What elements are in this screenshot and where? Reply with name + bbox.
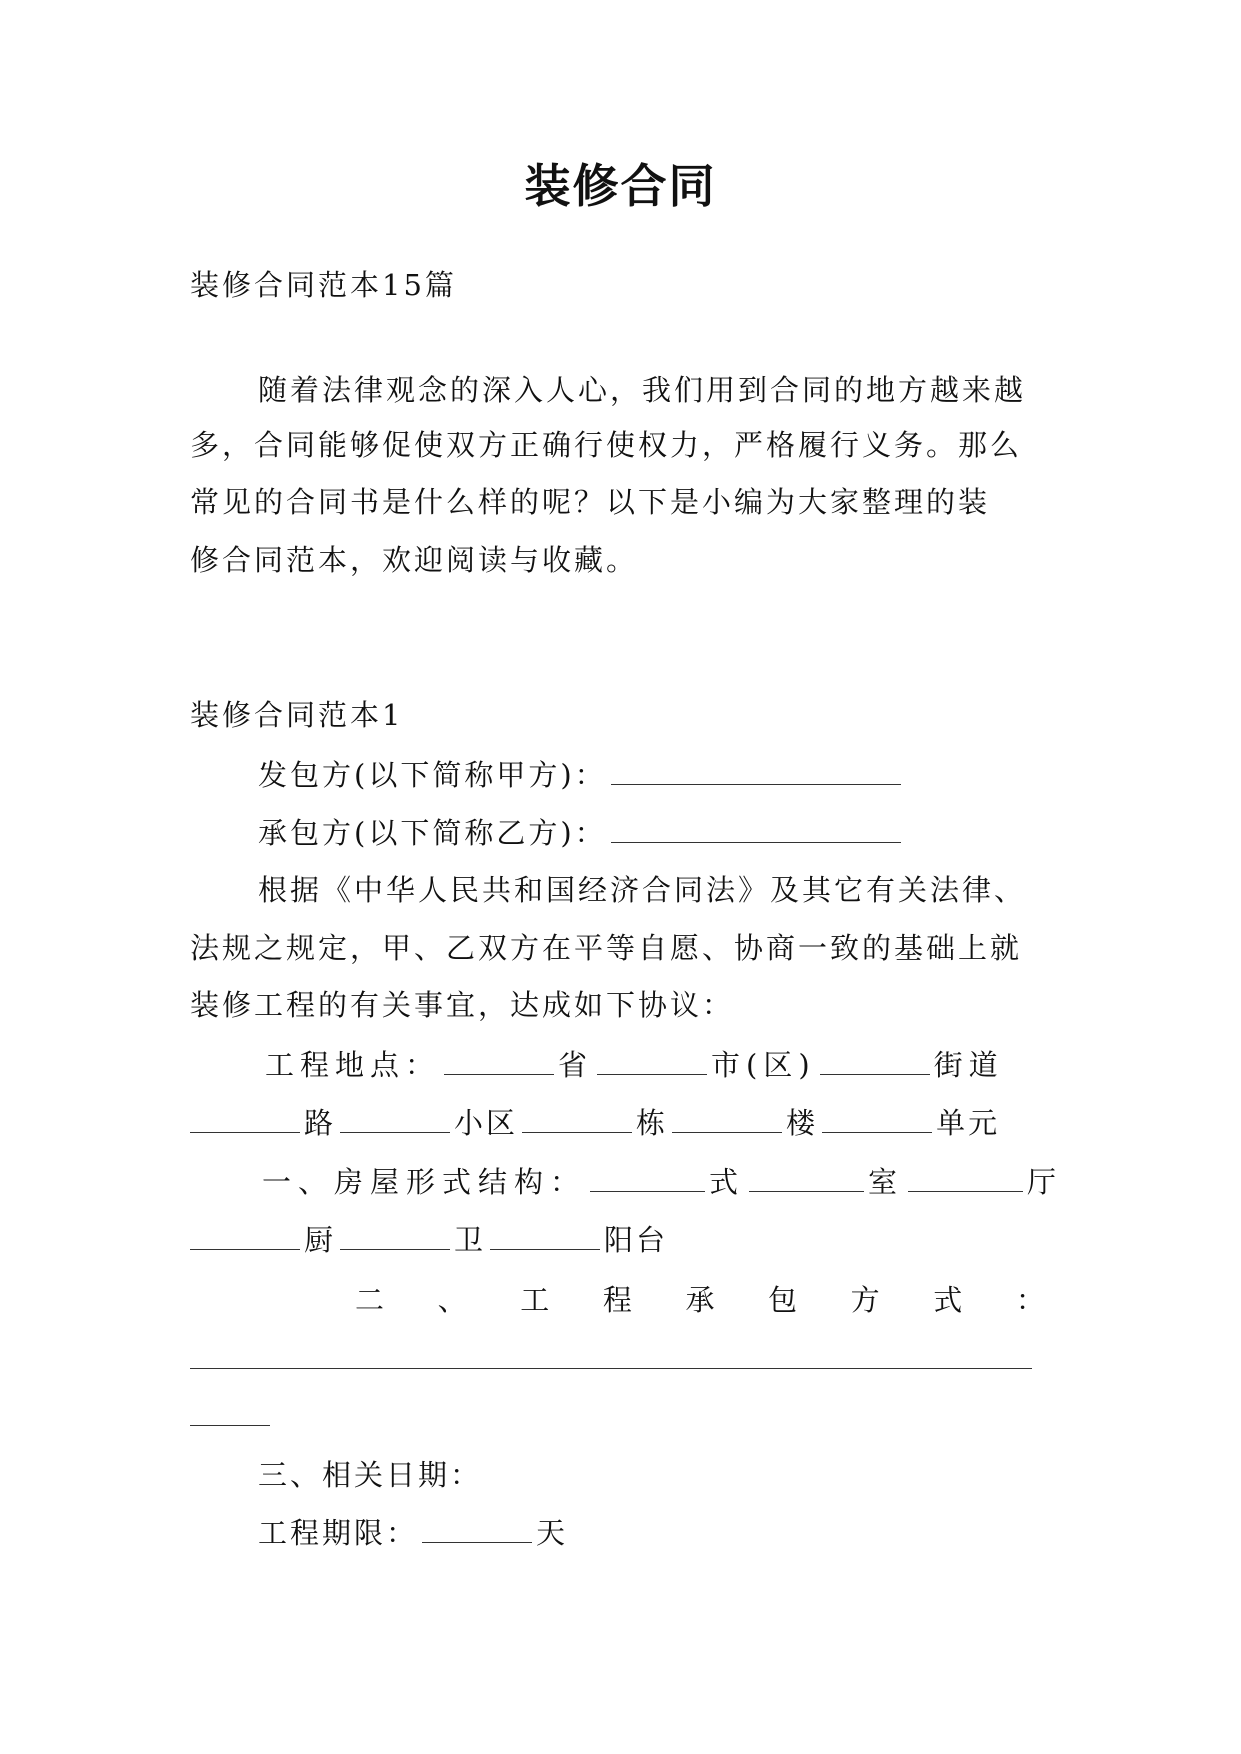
- duration-unit: 天: [536, 1516, 569, 1550]
- floor-label: 楼: [786, 1106, 819, 1140]
- intro-line-4: 修合同范本，欢迎阅读与收藏。: [190, 543, 639, 577]
- street-blank[interactable]: [820, 1050, 930, 1075]
- contract-mode-heading: [355, 1280, 1045, 1320]
- contract-mode-blank-line-1[interactable]: [190, 1368, 1032, 1369]
- duration-row: [258, 1513, 1058, 1553]
- building-label: 栋: [636, 1106, 669, 1140]
- party-b-blank[interactable]: [611, 818, 901, 843]
- city-blank[interactable]: [597, 1050, 707, 1075]
- basis-line-3: 装修工程的有关事宜，达成如下协议：: [190, 988, 735, 1022]
- style-label: 式: [709, 1165, 746, 1199]
- floor-blank[interactable]: [672, 1108, 782, 1133]
- structure-row-1: [262, 1162, 1132, 1202]
- room-label: 室: [868, 1165, 905, 1199]
- contract-mode-char: 、: [437, 1283, 467, 1317]
- kitchen-blank[interactable]: [190, 1225, 300, 1250]
- basis-line-2: 法规之规定，甲、乙双方在平等自愿、协商一致的基础上就: [190, 931, 1023, 965]
- party-a-label: 发包方(以下简称甲方)：: [258, 758, 607, 792]
- hall-label: 厅: [1027, 1165, 1064, 1199]
- building-blank[interactable]: [522, 1108, 632, 1133]
- unit-blank[interactable]: [822, 1108, 932, 1133]
- contract-mode-char: 方: [850, 1283, 880, 1317]
- section-heading: 装修合同范本1: [190, 698, 404, 732]
- document-subtitle: 装修合同范本15篇: [190, 268, 457, 302]
- party-a-blank[interactable]: [611, 760, 901, 785]
- road-blank[interactable]: [190, 1108, 300, 1133]
- document-title: 装修合同: [524, 159, 717, 213]
- intro-line-3: 常见的合同书是什么样的呢？以下是小编为大家整理的装: [190, 485, 991, 519]
- balcony-label: 阳台: [604, 1223, 669, 1257]
- city-label: 市(区): [711, 1048, 816, 1082]
- contract-mode-char: ：: [1015, 1283, 1045, 1317]
- province-label: 省: [558, 1048, 594, 1082]
- community-label: 小区: [454, 1106, 519, 1140]
- contract-mode-char: 工: [520, 1283, 550, 1317]
- hall-blank[interactable]: [908, 1167, 1023, 1192]
- contract-mode-char: 式: [933, 1283, 963, 1317]
- contract-mode-char: 二: [355, 1283, 385, 1317]
- street-label: 街道: [933, 1048, 1004, 1082]
- bath-blank[interactable]: [340, 1225, 450, 1250]
- contract-mode-char: 包: [768, 1283, 798, 1317]
- duration-label: 工程期限：: [258, 1516, 419, 1550]
- location-label: 工程地点：: [265, 1048, 441, 1082]
- kitchen-label: 厨: [304, 1223, 337, 1257]
- unit-label: 单元: [936, 1106, 1001, 1140]
- contract-mode-blank-line-2[interactable]: [190, 1425, 270, 1426]
- structure-row-2: [190, 1220, 1060, 1260]
- contract-mode-char: 程: [602, 1283, 632, 1317]
- location-row-1: [265, 1045, 1135, 1085]
- road-label: 路: [304, 1106, 337, 1140]
- location-row-2: [190, 1103, 1060, 1143]
- province-blank[interactable]: [444, 1050, 554, 1075]
- contract-mode-char: 承: [685, 1283, 715, 1317]
- community-blank[interactable]: [340, 1108, 450, 1133]
- structure-label: 一、房屋形式结构：: [262, 1165, 587, 1199]
- party-b-row: [258, 813, 1058, 853]
- style-blank[interactable]: [590, 1167, 705, 1192]
- balcony-blank[interactable]: [490, 1225, 600, 1250]
- bath-label: 卫: [454, 1223, 487, 1257]
- dates-heading: 三、相关日期：: [258, 1458, 483, 1492]
- intro-line-2: 多，合同能够促使双方正确行使权力，严格履行义务。那么: [190, 428, 1023, 462]
- party-a-row: [258, 755, 1058, 795]
- duration-blank[interactable]: [422, 1518, 532, 1543]
- room-blank[interactable]: [749, 1167, 864, 1192]
- basis-line-1: 根据《中华人民共和国经济合同法》及其它有关法律、: [258, 873, 1027, 907]
- intro-line-1: 随着法律观念的深入人心，我们用到合同的地方越来越: [258, 373, 1027, 407]
- party-b-label: 承包方(以下简称乙方)：: [258, 816, 607, 850]
